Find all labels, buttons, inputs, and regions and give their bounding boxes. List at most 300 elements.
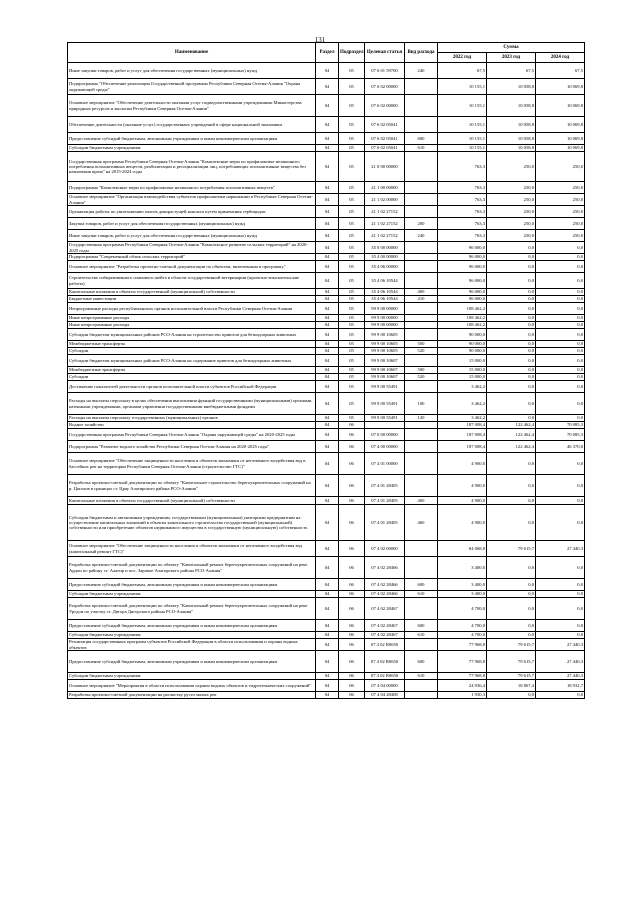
cell-name: Расходы на выплаты персоналу в целях обеспечения выполнения функций государственными (муниципальными) органами, казенными учреждениями, органами управления государственными внебюджетными фондами	[68, 393, 316, 415]
cell-name: Субсидии бюджетным учреждениям	[68, 145, 316, 152]
cell-expense-type: 120	[405, 415, 438, 422]
cell-2024: 250,0	[536, 230, 585, 242]
cell-2022: 67,5	[438, 63, 487, 79]
cell-2022: 96 000,0	[438, 254, 487, 261]
table-row	[68, 620, 585, 632]
table-row	[68, 453, 585, 475]
cell-expense-type: 600	[405, 579, 438, 591]
cell-2022: 3 400,0	[438, 579, 487, 591]
cell-expense-type: 240	[405, 230, 438, 242]
cell-razdel: 04	[316, 315, 339, 322]
cell-2023: 79 615,7	[487, 673, 536, 680]
cell-name: Субсидии бюджетным учреждениям	[68, 632, 316, 639]
cell-expense-type	[405, 692, 438, 699]
cell-podrazdel: 05	[339, 95, 365, 117]
cell-expense-type: 400	[405, 289, 438, 296]
cell-podrazdel: 06	[339, 680, 365, 692]
cell-razdel: 04	[316, 393, 339, 415]
cell-razdel: 04	[316, 429, 339, 441]
cell-podrazdel: 05	[339, 218, 365, 230]
cell-podrazdel: 06	[339, 639, 365, 651]
cell-2022: 763,3	[438, 218, 487, 230]
cell-razdel: 04	[316, 381, 339, 393]
table-row	[68, 651, 585, 673]
cell-2024: 70 085,3	[536, 422, 585, 429]
cell-razdel: 04	[316, 329, 339, 341]
table-row	[68, 329, 585, 341]
table-row	[68, 591, 585, 598]
cell-2024: 27 440,3	[536, 673, 585, 680]
cell-razdel: 04	[316, 475, 339, 497]
cell-name: Предоставление субсидий бюджетным, автономным учреждениям и иным некоммерческим организациям	[68, 651, 316, 673]
cell-expense-type	[405, 475, 438, 497]
cell-expense-type	[405, 329, 438, 341]
cell-expense-type: 520	[405, 348, 438, 355]
cell-podrazdel: 05	[339, 355, 365, 367]
cell-podrazdel: 05	[339, 261, 365, 273]
cell-target-article: 07 0 00 00000	[365, 429, 405, 441]
cell-2022: 77 968,8	[438, 673, 487, 680]
cell-expense-type	[405, 152, 438, 182]
cell-2022: 3 462,2	[438, 393, 487, 415]
cell-2022: 187 008,4	[438, 441, 487, 453]
cell-2022: 108 462,2	[438, 303, 487, 315]
cell-expense-type: 240	[405, 63, 438, 79]
cell-2024: 0,0	[536, 620, 585, 632]
cell-podrazdel: 05	[339, 322, 365, 329]
cell-razdel: 04	[316, 374, 339, 381]
cell-podrazdel: 05	[339, 79, 365, 95]
table-row	[68, 145, 585, 152]
cell-razdel: 04	[316, 95, 339, 117]
cell-2023: 0,0	[487, 557, 536, 579]
cell-2024: 0,0	[536, 367, 585, 374]
cell-2022: 4 700,0	[438, 620, 487, 632]
cell-2023: 0,0	[487, 632, 536, 639]
cell-target-article: 35 4 06 10544	[365, 273, 405, 289]
cell-2022: 90 000,0	[438, 329, 487, 341]
cell-2024: 0,0	[536, 475, 585, 497]
cell-target-article: 99 9 00 00000	[365, 322, 405, 329]
header-2024: 2024 год	[536, 53, 585, 63]
cell-expense-type: 600	[405, 133, 438, 145]
table-row	[68, 341, 585, 348]
cell-2024: 27 440,3	[536, 541, 585, 557]
cell-target-article: 07 6 02 05041	[365, 133, 405, 145]
cell-razdel: 04	[316, 303, 339, 315]
cell-razdel: 04	[316, 422, 339, 429]
cell-2024: 0,0	[536, 348, 585, 355]
cell-2022: 96 000,0	[438, 261, 487, 273]
cell-2023: 0,0	[487, 329, 536, 341]
cell-expense-type	[405, 453, 438, 475]
cell-target-article: 21 1 02 27152	[365, 206, 405, 218]
table-row	[68, 367, 585, 374]
cell-target-article: 07 6 02 05041	[365, 145, 405, 152]
cell-razdel: 04	[316, 133, 339, 145]
cell-2024: 0,0	[536, 296, 585, 303]
cell-target-article: 07 4 01 28405	[365, 505, 405, 541]
cell-2022: 77 968,8	[438, 651, 487, 673]
cell-target-article: 99 9 00 55491	[365, 381, 405, 393]
cell-razdel: 04	[316, 415, 339, 422]
table-row	[68, 79, 585, 95]
cell-expense-type	[405, 322, 438, 329]
cell-target-article: 21 1 02 00000	[365, 194, 405, 206]
cell-name: Субсидии	[68, 348, 316, 355]
cell-expense-type	[405, 194, 438, 206]
cell-razdel: 04	[316, 598, 339, 620]
cell-target-article: 35 4 06 10544	[365, 296, 405, 303]
cell-2022: 10 155,1	[438, 117, 487, 133]
cell-target-article: 07 6 02 00000	[365, 95, 405, 117]
cell-name: Бюджетные инвестиции	[68, 296, 316, 303]
cell-2022: 96 000,0	[438, 273, 487, 289]
cell-2024: 0,0	[536, 254, 585, 261]
cell-2023: 0,0	[487, 453, 536, 475]
table-row	[68, 422, 585, 429]
cell-2022: 90 000,0	[438, 348, 487, 355]
table-row	[68, 289, 585, 296]
cell-expense-type	[405, 355, 438, 367]
cell-2023: 0,0	[487, 315, 536, 322]
cell-name: Обеспечение деятельности (оказание услуг) государственных учреждений в сфере национальной экономики	[68, 117, 316, 133]
header-target-article: Целевая статья	[365, 43, 405, 63]
cell-2024: 0,0	[536, 242, 585, 254]
cell-expense-type	[405, 273, 438, 289]
cell-target-article: 99 9 00 10607	[365, 374, 405, 381]
cell-name: Основное мероприятие "Мероприятия в области использования охраны водных объектов и гидротехнических сооружений"	[68, 680, 316, 692]
cell-2024: 10 069,8	[536, 117, 585, 133]
cell-razdel: 04	[316, 692, 339, 699]
cell-expense-type	[405, 261, 438, 273]
cell-2022: 10 155,1	[438, 79, 487, 95]
table-row	[68, 692, 585, 699]
cell-target-article: 99 9 00 00000	[365, 303, 405, 315]
cell-2022: 108 462,2	[438, 322, 487, 329]
cell-2023: 0,0	[487, 341, 536, 348]
cell-podrazdel: 05	[339, 315, 365, 322]
cell-name: Межбюджетные трансферты	[68, 341, 316, 348]
cell-2022: 4 900,0	[438, 475, 487, 497]
cell-razdel: 04	[316, 680, 339, 692]
cell-2023: 250,0	[487, 182, 536, 194]
cell-2023: 250,0	[487, 206, 536, 218]
cell-2023: 0,0	[487, 374, 536, 381]
cell-razdel: 04	[316, 453, 339, 475]
cell-expense-type	[405, 598, 438, 620]
cell-razdel: 04	[316, 591, 339, 598]
header-expense-type: Вид расхода	[405, 43, 438, 63]
cell-2023: 0,0	[487, 303, 536, 315]
cell-2024: 0,0	[536, 261, 585, 273]
cell-target-article: 21 0 00 00000	[365, 152, 405, 182]
cell-2024: 70 085,3	[536, 429, 585, 441]
cell-razdel: 04	[316, 152, 339, 182]
cell-target-article	[365, 422, 405, 429]
cell-name: Основное мероприятие "Обеспечение защищенности населения и объектов экономики от негативного воздействия вод (капитальный ремонт ГТС)"	[68, 541, 316, 557]
cell-target-article: 35 4 06 10544	[365, 289, 405, 296]
cell-2024: 0,0	[536, 598, 585, 620]
table-body	[68, 63, 585, 699]
cell-2022: 15 000,0	[438, 355, 487, 367]
cell-target-article: 07 6 02 05041	[365, 117, 405, 133]
cell-target-article: 99 9 00 10605	[365, 329, 405, 341]
cell-name: Основное мероприятие "Обеспечение защищенности населения и объектов экономики от негативного воздействия вод в бассейнах рек на территории Республики Северная Осетия-Алания (строительство ГТС)"	[68, 453, 316, 475]
cell-razdel: 04	[316, 579, 339, 591]
cell-2023: 18 867,4	[487, 680, 536, 692]
cell-target-article: 07 4 04 00000	[365, 680, 405, 692]
cell-podrazdel: 06	[339, 632, 365, 639]
cell-expense-type: 460	[405, 505, 438, 541]
cell-podrazdel: 05	[339, 348, 365, 355]
cell-expense-type	[405, 79, 438, 95]
cell-razdel: 04	[316, 79, 339, 95]
cell-target-article: 07 4 02 R0650	[365, 651, 405, 673]
cell-expense-type	[405, 381, 438, 393]
cell-razdel: 04	[316, 639, 339, 651]
table-row	[68, 557, 585, 579]
cell-2022: 187 008,4	[438, 422, 487, 429]
cell-expense-type: 100	[405, 393, 438, 415]
cell-2024: 27 440,3	[536, 651, 585, 673]
cell-razdel: 04	[316, 541, 339, 557]
cell-expense-type: 610	[405, 145, 438, 152]
cell-2022: 763,3	[438, 206, 487, 218]
cell-2023: 250,0	[487, 152, 536, 182]
cell-2024: 0,0	[536, 381, 585, 393]
cell-podrazdel: 06	[339, 651, 365, 673]
cell-target-article: 07 4 01 00000	[365, 453, 405, 475]
cell-podrazdel: 05	[339, 254, 365, 261]
header-name: Наименование	[68, 43, 316, 63]
cell-podrazdel: 05	[339, 289, 365, 296]
cell-expense-type	[405, 254, 438, 261]
cell-name: Государственная программа Республики Северная Осетия-Алания "Охрана окружающей среды" на 2020-2025 годы	[68, 429, 316, 441]
cell-name: Подпрограмма "Комплексные меры по профилактике незаконного потребления психоактивных веществ"	[68, 182, 316, 194]
cell-name: Разработка проектно-сметной документации на расчистку русел малых рек	[68, 692, 316, 699]
cell-target-article: 07 4 00 00000	[365, 441, 405, 453]
cell-razdel: 04	[316, 632, 339, 639]
table-row	[68, 680, 585, 692]
table-row	[68, 261, 585, 273]
cell-name: Основное мероприятие "Организация взаимодействия субъектов профилактики наркомании в Республике Северная Осетия-Алания"	[68, 194, 316, 206]
cell-2024: 27 440,3	[536, 639, 585, 651]
table-row	[68, 152, 585, 182]
cell-name: Подпрограмма "Развитие водного хозяйства Республики Северная Осетия-Алания на 2020-2025 годы"	[68, 441, 316, 453]
cell-name: Расходы на выплаты персоналу государственных (муниципальных) органов	[68, 415, 316, 422]
table-row	[68, 497, 585, 505]
cell-razdel: 04	[316, 620, 339, 632]
cell-2024: 0,0	[536, 322, 585, 329]
cell-target-article: 99 9 00 00000	[365, 315, 405, 322]
cell-2022: 763,3	[438, 194, 487, 206]
cell-podrazdel: 05	[339, 182, 365, 194]
cell-2023: 0,0	[487, 692, 536, 699]
cell-target-article: 07 4 02 28467	[365, 598, 405, 620]
cell-podrazdel: 06	[339, 453, 365, 475]
cell-target-article: 07 4 02 28466	[365, 591, 405, 598]
budget-table	[67, 42, 585, 699]
cell-2023: 0,0	[487, 242, 536, 254]
table-row	[68, 393, 585, 415]
table-row	[68, 475, 585, 497]
cell-name: Субсидии бюджетным учреждениям	[68, 591, 316, 598]
header-2023: 2023 год	[487, 53, 536, 63]
cell-2024: 0,0	[536, 289, 585, 296]
cell-2023: 0,0	[487, 579, 536, 591]
cell-2024: 67,5	[536, 63, 585, 79]
cell-target-article: 07 6 01 59700	[365, 63, 405, 79]
cell-razdel: 04	[316, 194, 339, 206]
cell-razdel: 04	[316, 367, 339, 374]
cell-name: Основное мероприятие "Обеспечение деятельности оказания услуг подведомственными учреждениями Министерства природных ресурсов и экологии Республики Северная Осетия-Алания"	[68, 95, 316, 117]
cell-name: Строительство сибиреязвенного планового шейта в области государственной ветеринарии (проектно-изыскательские работы)	[68, 273, 316, 289]
cell-2022: 10 155,1	[438, 95, 487, 117]
cell-podrazdel: 05	[339, 393, 365, 415]
cell-2022: 3 400,0	[438, 591, 487, 598]
cell-expense-type	[405, 557, 438, 579]
cell-target-article: 21 1 02 27152	[365, 218, 405, 230]
cell-2024: 0,0	[536, 591, 585, 598]
cell-target-article: 07 4 02 28466	[365, 579, 405, 591]
cell-expense-type: 400	[405, 497, 438, 505]
cell-podrazdel: 06	[339, 441, 365, 453]
cell-2024: 0,0	[536, 374, 585, 381]
cell-expense-type: 610	[405, 591, 438, 598]
page-number: 131	[314, 36, 326, 44]
cell-2023: 250,0	[487, 230, 536, 242]
cell-name: Государственная программа Республики Северная Осетия-Алания "Комплексное развитие сельских территорий" на 2020-2025 годы	[68, 242, 316, 254]
cell-2023: 0,0	[487, 273, 536, 289]
cell-2022: 763,3	[438, 182, 487, 194]
cell-podrazdel: 06	[339, 673, 365, 680]
cell-2024: 18 932,7	[536, 680, 585, 692]
cell-2023: 0,0	[487, 381, 536, 393]
cell-target-article: 99 9 00 10605	[365, 348, 405, 355]
cell-podrazdel: 06	[339, 497, 365, 505]
cell-razdel: 04	[316, 505, 339, 541]
cell-name: Разработка проектно-сметной документации по объекту "Капитальный ремонт берегоукрепительных сооружений на реке Урсдон по участку ст. Дигора Дигорского района РСО-Алания"	[68, 598, 316, 620]
cell-2022: 3 400,0	[438, 557, 487, 579]
cell-2024: 10 069,8	[536, 95, 585, 117]
cell-2022: 4 700,0	[438, 632, 487, 639]
table-row	[68, 230, 585, 242]
cell-2024: 0,0	[536, 497, 585, 505]
cell-2024: 250,0	[536, 206, 585, 218]
cell-2024: 10 069,8	[536, 133, 585, 145]
cell-expense-type: 500	[405, 367, 438, 374]
cell-expense-type	[405, 206, 438, 218]
cell-expense-type	[405, 303, 438, 315]
cell-target-article: 07 4 02 00000	[365, 541, 405, 557]
cell-podrazdel: 06	[339, 422, 365, 429]
cell-name: Закупка товаров, работ и услуг для обеспечения государственных (муниципальных) нужд	[68, 218, 316, 230]
cell-2024: 0,0	[536, 505, 585, 541]
cell-podrazdel: 05	[339, 117, 365, 133]
cell-podrazdel: 05	[339, 415, 365, 422]
cell-podrazdel: 05	[339, 145, 365, 152]
cell-target-article: 21 1 02 27152	[365, 230, 405, 242]
cell-razdel: 04	[316, 117, 339, 133]
cell-podrazdel: 06	[339, 429, 365, 441]
cell-name: Водное хозяйство	[68, 422, 316, 429]
table-row	[68, 639, 585, 651]
header-razdel: Раздел	[316, 43, 339, 63]
cell-razdel: 04	[316, 63, 339, 79]
cell-name: Иные непрограммные расходы	[68, 322, 316, 329]
table-row	[68, 296, 585, 303]
cell-name: Субсидии бюджетным и автономным учреждениям, государственным (муниципальным) унитарным предприятиям на осуществление капитальных вложений в объекты капитального строительства государственной (муниципальной) собственности или приобретение объектов недвижимого имущества в государственную (муниципальную) собственность	[68, 505, 316, 541]
cell-2022: 108 462,2	[438, 315, 487, 322]
table-row	[68, 355, 585, 367]
cell-target-article: 07 4 02 28467	[365, 632, 405, 639]
cell-2023: 0,0	[487, 598, 536, 620]
table-row	[68, 429, 585, 441]
table-row	[68, 117, 585, 133]
cell-2024: 0,0	[536, 632, 585, 639]
cell-razdel: 04	[316, 182, 339, 194]
table-row	[68, 322, 585, 329]
cell-2023: 250,0	[487, 194, 536, 206]
table-row	[68, 242, 585, 254]
cell-2023: 0,0	[487, 393, 536, 415]
cell-2023: 10 058,8	[487, 95, 536, 117]
cell-2022: 4 700,0	[438, 598, 487, 620]
cell-podrazdel: 05	[339, 303, 365, 315]
cell-expense-type: 600	[405, 620, 438, 632]
cell-2023: 0,0	[487, 505, 536, 541]
cell-expense-type	[405, 429, 438, 441]
cell-podrazdel: 05	[339, 133, 365, 145]
cell-name: Капитальные вложения в объекты государственной (муниципальной) собственности	[68, 289, 316, 296]
cell-name: Предоставление субсидий бюджетным, автономным учреждениям и иным некоммерческим организациям	[68, 133, 316, 145]
cell-target-article: 07 6 02 00000	[365, 79, 405, 95]
cell-2023: 0,0	[487, 475, 536, 497]
cell-name: Субсидии	[68, 374, 316, 381]
cell-2023: 0,0	[487, 620, 536, 632]
cell-target-article: 21 1 00 00000	[365, 182, 405, 194]
cell-podrazdel: 06	[339, 505, 365, 541]
cell-2023: 0,0	[487, 322, 536, 329]
cell-razdel: 04	[316, 348, 339, 355]
table-row	[68, 415, 585, 422]
cell-2022: 4 900,0	[438, 497, 487, 505]
cell-2022: 24 936,4	[438, 680, 487, 692]
cell-razdel: 04	[316, 230, 339, 242]
cell-expense-type	[405, 315, 438, 322]
cell-target-article: 35 4 00 00000	[365, 254, 405, 261]
cell-2022: 15 000,0	[438, 367, 487, 374]
cell-2024: 46 370,0	[536, 441, 585, 453]
cell-2024: 250,0	[536, 182, 585, 194]
cell-name: Капитальные вложения в объекты государственной (муниципальной) собственности	[68, 497, 316, 505]
cell-expense-type: 410	[405, 296, 438, 303]
cell-podrazdel: 06	[339, 692, 365, 699]
cell-name: Реализация государственных программ субъектов Российской Федерации в области использования и охраны водных объектов	[68, 639, 316, 651]
table-row	[68, 632, 585, 639]
cell-2023: 0,0	[487, 348, 536, 355]
cell-target-article: 07 4 04 28408	[365, 692, 405, 699]
cell-2022: 10 155,1	[438, 145, 487, 152]
cell-2022: 3 462,2	[438, 381, 487, 393]
cell-razdel: 04	[316, 242, 339, 254]
cell-2022: 15 000,0	[438, 374, 487, 381]
cell-podrazdel: 05	[339, 367, 365, 374]
cell-2023: 10 058,8	[487, 133, 536, 145]
cell-razdel: 04	[316, 651, 339, 673]
cell-podrazdel: 05	[339, 329, 365, 341]
